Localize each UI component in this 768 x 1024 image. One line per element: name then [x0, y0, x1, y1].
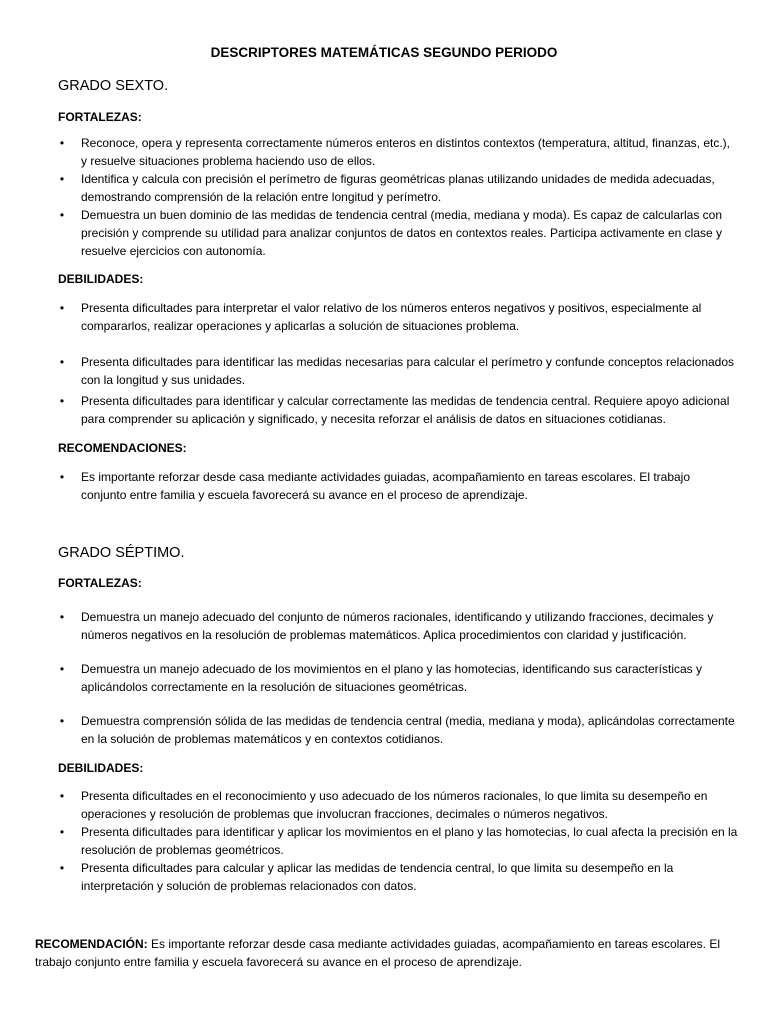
septimo-debilidades-label: DEBILIDADES:	[58, 761, 144, 775]
list-item: • Presenta dificultades para identificar y aplicar los movimientos en el plano y las homotecias, lo cual afecta la precisión en la resolución de problemas geométricos.	[59, 825, 738, 857]
sexto-fortalezas-label: FORTALEZAS:	[58, 110, 142, 124]
list-item: • Demuestra un manejo adecuado del conjunto de números racionales, identificando y utilizando fracciones, decimales y números negativos en la resolución de problemas matemáticos. Aplica procedimientos con claridad y justificación.	[59, 610, 714, 642]
final-recommendation	[35, 935, 735, 971]
final-recommendation-label: RECOMENDACIÓN:	[35, 937, 148, 951]
sexto-recomendaciones-label: RECOMENDACIONES:	[58, 441, 187, 455]
bullet-icon: •	[59, 470, 65, 484]
sexto-fortalezas-list	[58, 134, 738, 260]
grade-sexto-heading: GRADO SEXTO.	[58, 78, 169, 94]
septimo-fortalezas-list-3	[58, 712, 738, 748]
sexto-debilidades-label: DEBILIDADES:	[58, 272, 144, 286]
bullet-icon: •	[59, 172, 65, 186]
bullet-icon: •	[59, 136, 65, 150]
list-item: • Demuestra comprensión sólida de las medidas de tendencia central (media, mediana y moda), aplicándolas correctamente en la solución de problemas matemáticos y en contextos cotidianos.	[59, 714, 735, 746]
list-item: • Reconoce, opera y representa correctamente números enteros en distintos contextos (temperatura, altitud, finanzas, etc.), y resuelve situaciones problema haciendo uso de ellos.	[59, 136, 731, 168]
bullet-icon: •	[59, 789, 65, 803]
list-item: • Identifica y calcula con precisión el perímetro de figuras geométricas planas utilizando unidades de medida adecuadas, demostrando comprensión de la relación entre longitud y perímetro.	[59, 172, 715, 204]
grade-septimo-heading: GRADO SÉPTIMO.	[58, 545, 185, 561]
sexto-recomendaciones-list	[58, 468, 738, 504]
list-item: • Presenta dificultades para calcular y aplicar las medidas de tendencia central, lo que limita su desempeño en la interpretación y solución de problemas relacionados con datos.	[59, 861, 674, 893]
bullet-icon: •	[59, 355, 65, 369]
sexto-debilidades-list-3	[58, 392, 738, 428]
list-item: • Presenta dificultades para identificar y calcular correctamente las medidas de tendencia central. Requiere apoyo adicional para comprender su aplicación y significado, y necesita reforzar el análisis de datos en situaciones cotidianas.	[59, 394, 730, 426]
sexto-debilidades-list-2	[58, 353, 738, 389]
bullet-icon: •	[59, 662, 65, 676]
bullet-icon: •	[59, 394, 65, 408]
bullet-icon: •	[59, 610, 65, 624]
list-item: • Presenta dificultades para interpretar el valor relativo de los números enteros negativos y positivos, especialmente al compararlos, realizar operaciones y aplicarlas a solución de situaciones problema.	[59, 301, 702, 333]
septimo-fortalezas-list-2	[58, 660, 738, 696]
list-item: • Presenta dificultades para identificar las medidas necesarias para calcular el perímetro y confunde conceptos relacionados con la longitud y sus unidades.	[59, 355, 735, 387]
sexto-debilidades-list	[58, 299, 738, 335]
septimo-fortalezas-label: FORTALEZAS:	[58, 576, 142, 590]
final-recommendation-text: Es importante reforzar desde casa mediante actividades guiadas, acompañamiento en tareas escolares. El trabajo conjunto entre familia y escuela favorecerá su avance en el proceso de aprendizaje.	[35, 937, 720, 969]
list-item: • Es importante reforzar desde casa mediante actividades guiadas, acompañamiento en tareas escolares. El trabajo conjunto entre familia y escuela favorecerá su avance en el proceso de aprendizaje.	[59, 470, 691, 502]
list-item: • Demuestra un manejo adecuado de los movimientos en el plano y las homotecias, identificando sus características y aplicándolos correctamente en la resolución de situaciones geométricas.	[59, 662, 702, 694]
bullet-icon: •	[59, 301, 65, 315]
document-title: DESCRIPTORES MATEMÁTICAS SEGUNDO PERIODO	[210, 45, 558, 60]
list-item: • Presenta dificultades en el reconocimiento y uso adecuado de los números racionales, lo que limita su desempeño en operaciones y resolución de problemas que involucran fracciones, decimales o números negativos.	[59, 789, 708, 821]
septimo-fortalezas-list	[58, 608, 738, 644]
bullet-icon: •	[59, 208, 65, 222]
bullet-icon: •	[59, 825, 65, 839]
bullet-icon: •	[59, 714, 65, 728]
septimo-debilidades-list	[58, 787, 738, 895]
list-item: • Demuestra un buen dominio de las medidas de tendencia central (media, mediana y moda). Es capaz de calcularlas con precisión y comprende su utilidad para analizar conjuntos de datos en contextos reales. Participa activamente en clase y resuelve ejercicios con autonomía.	[59, 208, 723, 258]
bullet-icon: •	[59, 861, 65, 875]
